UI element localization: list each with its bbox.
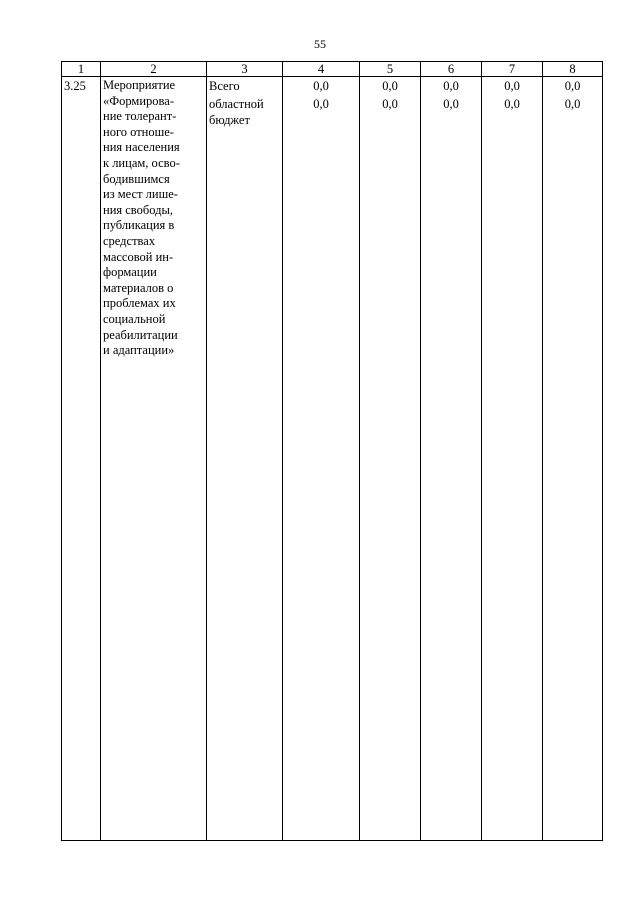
value-regional-col5: 0,0 xyxy=(382,97,398,111)
value-total-col8: 0,0 xyxy=(564,79,581,93)
column-header-3: 3 xyxy=(207,62,283,77)
value-total-col5: 0,0 xyxy=(382,79,398,93)
value-total-col4: 0,0 xyxy=(313,79,329,93)
row-number-cell xyxy=(62,77,101,841)
column-header-7: 7 xyxy=(482,62,543,77)
value-cell-col7 xyxy=(482,77,543,841)
column-header-8: 8 xyxy=(543,62,603,77)
value-cell-col6 xyxy=(421,77,482,841)
value-total-col7: 0,0 xyxy=(504,79,520,93)
value-total-col6: 0,0 xyxy=(443,79,459,93)
value-cell-col4 xyxy=(283,77,360,841)
column-header-5: 5 xyxy=(360,62,421,77)
funding-source-total: Всего xyxy=(209,79,240,93)
value-regional-col8: 0,0 xyxy=(564,97,581,111)
row-number: 3.25 xyxy=(64,79,86,93)
column-header-1: 1 xyxy=(62,62,101,77)
value-cell-col5 xyxy=(360,77,421,841)
value-regional-col4: 0,0 xyxy=(313,97,329,111)
activity-description: Мероприятие «Формирова- ние толерант- ного отноше- ния населения к лицам, осво- бодившимся из мест лише- ния свободы, публикация в средствах массовой ин- формации материалов о проблемах их социальной реабилитации и адаптации» xyxy=(103,78,180,358)
column-header-2: 2 xyxy=(101,62,207,77)
column-header-4: 4 xyxy=(283,62,360,77)
value-regional-col6: 0,0 xyxy=(443,97,459,111)
value-regional-col7: 0,0 xyxy=(504,97,520,111)
funding-source-regional-budget: областной бюджет xyxy=(209,97,264,127)
page-number: 55 xyxy=(314,37,326,51)
value-cell-col8 xyxy=(543,77,603,841)
funding-source-cell xyxy=(207,77,283,841)
table-row xyxy=(62,77,603,841)
description-cell xyxy=(101,77,207,841)
column-header-6: 6 xyxy=(421,62,482,77)
program-table xyxy=(61,61,603,841)
table-header-row xyxy=(62,62,603,77)
